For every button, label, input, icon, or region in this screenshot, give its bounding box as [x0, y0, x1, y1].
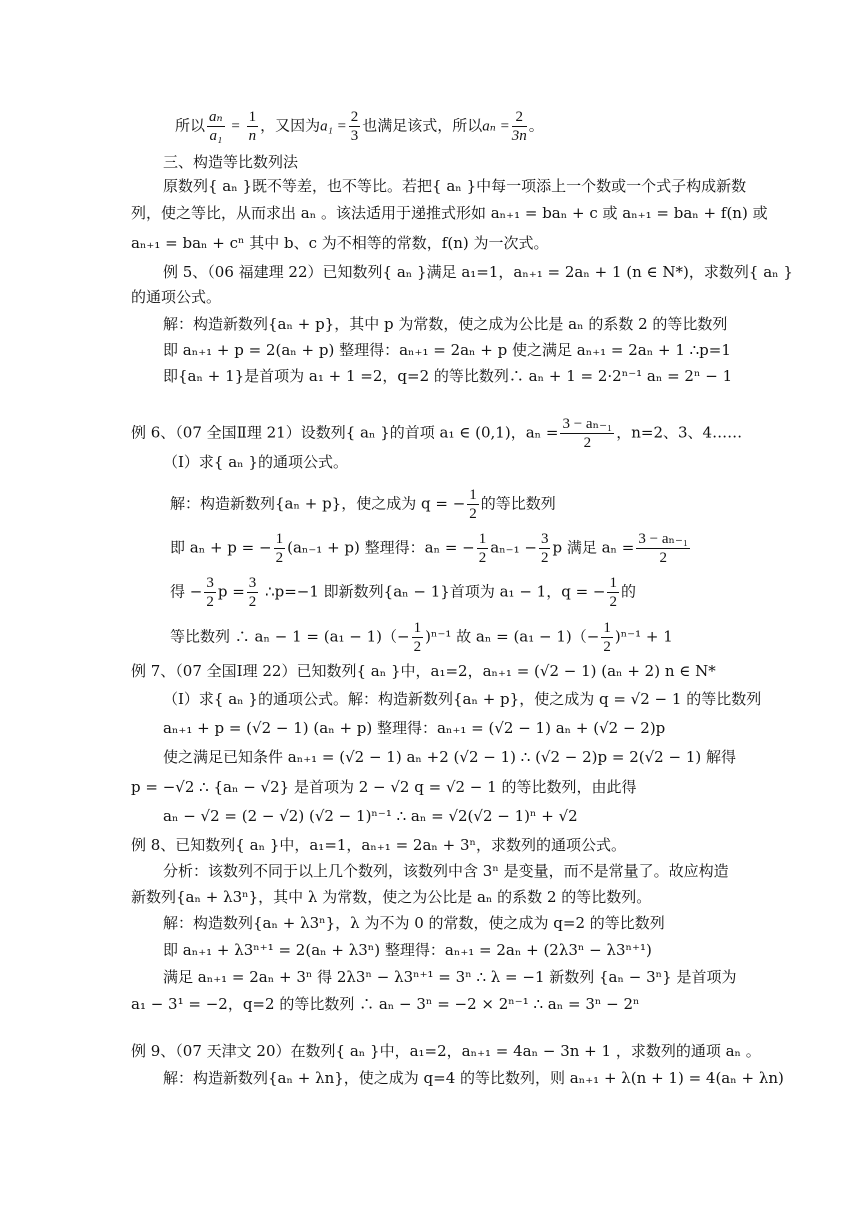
fraction: [636, 530, 690, 567]
numerator: 3: [206, 575, 214, 591]
solution-line: 满足 aₙ₊₁ = 2aₙ + 3ⁿ 得 2λ3ⁿ − λ3ⁿ⁺¹ = 3ⁿ ∴ λ = −1 新数列 {aₙ − 3ⁿ} 是首项为: [163, 968, 737, 986]
solution-line: [170, 619, 673, 656]
text: 的等比数列: [480, 494, 556, 513]
text: 解：构造新数列{aₙ + p}，使之成为 q = −: [170, 494, 466, 513]
solution-line: p = −√2 ∴ {aₙ − √2} 是首项为 2 − √2 q = √2 − 1 的等比数列，由此得: [131, 778, 637, 796]
numerator: 1: [603, 620, 611, 636]
fraction: [512, 108, 527, 145]
line-conclusion-example4: 所以 $\frac{\text{aₙ}}{\text{a₁}}$ = $\frac{1}{n}$ ，又因为a₁ = $\frac{2}{3}$ 也满足该式，所以aₙ = $\frac{2}{3n}$ 。: [175, 109, 544, 144]
text: ∴p=−1 即新数列{aₙ − 1}首项为 a₁ − 1，q = −: [260, 582, 606, 601]
denominator: 2: [659, 550, 667, 566]
text: 得 −: [170, 582, 203, 601]
solution-line: aₙ₊₁ + p = (√2 − 1) (aₙ + p) 整理得：aₙ₊₁ = (√2 − 1) aₙ + (√2 − 2)p: [163, 719, 666, 737]
solution-line: [170, 486, 556, 523]
text: p =: [217, 582, 245, 601]
numerator: 1: [413, 620, 422, 636]
numerator: 3 − aₙ₋₁: [562, 416, 613, 432]
example-5-title: 例 5、（06 福建理 22）已知数列{ aₙ }满足 a₁=1，aₙ₊₁ = 2aₙ + 1 (n ∈ N*)，求数列{ aₙ }: [163, 263, 793, 281]
paragraph-line: 原数列{ aₙ }既不等差，也不等比。若把{ aₙ }中每一项添上一个数或一个式子构成新数: [163, 177, 747, 195]
solution-line: [170, 530, 692, 567]
solution-line: 即 aₙ₊₁ + λ3ⁿ⁺¹ = 2(aₙ + λ3ⁿ) 整理得：aₙ₊₁ = 2aₙ + (2λ3ⁿ − λ3ⁿ⁺¹): [163, 941, 652, 959]
fraction: [560, 415, 614, 452]
denominator: 3n: [511, 128, 527, 144]
solution-line: a₁ − 3¹ = −2，q=2 的等比数列 ∴ aₙ − 3ⁿ = −2 × 2ⁿ⁻¹ ∴ aₙ = 3ⁿ − 2ⁿ: [131, 995, 640, 1013]
text: )ⁿ⁻¹ 故 aₙ = (a₁ − 1)（−: [425, 627, 600, 646]
fraction-three-halves: [539, 530, 551, 567]
text: ，n=2、3、4……: [616, 423, 743, 442]
text: 所以: [175, 116, 206, 135]
question-line: （Ⅰ）求{ aₙ }的通项公式。: [163, 453, 348, 471]
fraction-three-halves: [204, 574, 216, 611]
math: a₁ =: [320, 118, 347, 135]
denominator: 2: [469, 506, 477, 522]
fraction-half: [412, 619, 424, 656]
denominator: 2: [609, 594, 617, 610]
fraction: [349, 108, 361, 145]
example-8-title: 例 8、已知数列{ aₙ }中，a₁=1，aₙ₊₁ = 2aₙ + 3ⁿ，求数列的通项公式。: [131, 836, 627, 854]
text: p 满足 aₙ =: [552, 538, 635, 557]
text: 例 6、（07 全国Ⅱ理 21）设数列{ aₙ }的首项 a₁ ∈ (0,1)，aₙ =: [131, 423, 559, 442]
text: 。: [528, 116, 544, 135]
denominator: 2: [248, 594, 257, 610]
numerator: 1: [248, 109, 257, 125]
solution-line: 即 aₙ₊₁ + p = 2(aₙ + p) 整理得：aₙ₊₁ = 2aₙ + p 使之满足 aₙ₊₁ = 2aₙ + 1 ∴p=1: [163, 341, 731, 359]
denominator: a₁: [209, 128, 223, 144]
denominator: 2: [206, 594, 214, 610]
text: 等比数列 ∴ aₙ − 1 = (a₁ − 1)（−: [170, 627, 410, 646]
fraction-half: [607, 574, 619, 611]
analysis-line: 分析：该数列不同于以上几个数列，该数列中含 3ⁿ 是变量，而不是常量了。故应构造: [163, 862, 729, 880]
denominator: 2: [603, 639, 611, 655]
text: (aₙ₋₁ + p) 整理得：aₙ = −: [287, 538, 475, 557]
math: aₙ =: [482, 118, 510, 135]
numerator: 1: [275, 531, 284, 547]
fraction-half: [467, 486, 479, 523]
denominator: 3: [350, 128, 359, 144]
solution-line: 使之满足已知条件 aₙ₊₁ = (√2 − 1) aₙ +2 (√2 − 1) ∴ (√2 − 2)p = 2(√2 − 1) 解得: [163, 748, 736, 766]
denominator: 2: [413, 639, 422, 655]
solution-line: [170, 574, 636, 611]
section-heading: 三、构造等比数列法: [163, 153, 299, 171]
fraction: [247, 108, 259, 145]
text: 即 aₙ + p = −: [170, 538, 272, 557]
denominator: 2: [583, 435, 592, 451]
example-7-title: 例 7、（07 全国Ⅰ理 22）已知数列{ aₙ }中，a₁=2，aₙ₊₁ = (√2 − 1) (aₙ + 2) n ∈ N*: [131, 662, 716, 680]
text: )ⁿ⁻¹ + 1: [614, 627, 673, 646]
denominator: n: [248, 128, 257, 144]
paragraph-line: 列，使之等比，从而求出 aₙ 。该法适用于递推式形如 aₙ₊₁ = baₙ + c 或 aₙ₊₁ = baₙ + f(n) 或: [131, 204, 768, 222]
solution-line: 解：构造数列{aₙ + λ3ⁿ}，λ 为不为 0 的常数，使之成为 q=2 的等比数列: [163, 914, 665, 932]
numerator: 3: [540, 531, 549, 547]
numerator: 1: [478, 531, 487, 547]
fraction-three-halves: [247, 574, 259, 611]
denominator: 2: [275, 550, 284, 566]
numerator: aₙ: [209, 109, 223, 125]
denominator: 2: [478, 550, 487, 566]
fraction-half: [601, 619, 613, 656]
fraction: [207, 108, 225, 145]
solution-line: aₙ − √2 = (2 − √2) (√2 − 1)ⁿ⁻¹ ∴ aₙ = √2(√2 − 1)ⁿ + √2: [163, 807, 578, 825]
paragraph-line: 的通项公式。: [131, 288, 222, 306]
solution-line: 解：构造新数列{aₙ + λn}，使之成为 q=4 的等比数列，则 aₙ₊₁ + λ(n + 1) = 4(aₙ + λn): [163, 1069, 784, 1087]
numerator: 2: [350, 109, 359, 125]
numerator: 3 − aₙ₋₁: [638, 531, 689, 547]
text: 的: [620, 582, 636, 601]
fraction-half: [477, 530, 489, 567]
numerator: 1: [609, 575, 617, 591]
example-9-title: 例 9、（07 天津文 20）在数列{ aₙ }中，a₁=2，aₙ₊₁ = 4aₙ − 3n + 1 ，求数列的通项 aₙ 。: [131, 1042, 761, 1060]
solution-line: 即{aₙ + 1}是首项为 a₁ + 1 =2，q=2 的等比数列∴ aₙ + 1 = 2·2ⁿ⁻¹ aₙ = 2ⁿ − 1: [163, 367, 733, 385]
fraction-half: [274, 530, 286, 567]
text: ，又因为: [260, 116, 321, 135]
paragraph-line: aₙ₊₁ = baₙ + cⁿ 其中 b、c 为不相等的常数，f(n) 为一次式。: [131, 234, 549, 252]
example-6-title: [131, 415, 742, 452]
text: aₙ₋₁ −: [490, 538, 537, 557]
numerator: 2: [512, 108, 527, 127]
numerator: 3: [248, 575, 257, 591]
solution-line: （Ⅰ）求{ aₙ }的通项公式。解：构造新数列{aₙ + p}，使之成为 q = √2 − 1 的等比数列: [163, 690, 762, 708]
numerator: 1: [469, 487, 477, 503]
solution-line: 解：构造新数列{aₙ + p}，其中 p 为常数，使之成为公比是 aₙ 的系数 2 的等比数列: [163, 315, 728, 333]
text: 也满足该式，所以: [362, 116, 483, 135]
denominator: 2: [540, 550, 549, 566]
analysis-line: 新数列{aₙ + λ3ⁿ}，其中 λ 为常数，使之为公比是 aₙ 的系数 2 的等比数列。: [131, 888, 652, 906]
